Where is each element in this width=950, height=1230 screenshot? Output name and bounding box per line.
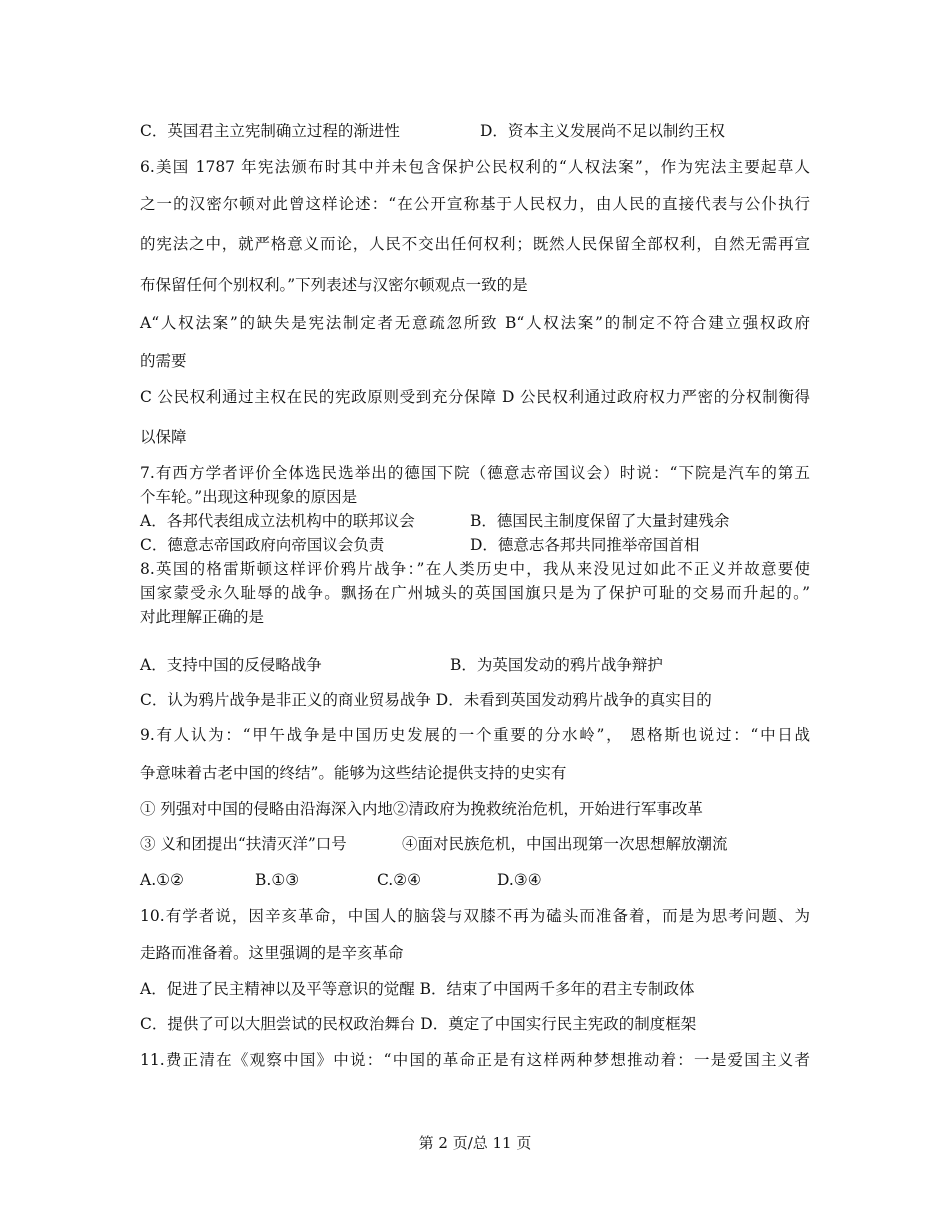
question-6-line-2: 之一的汉密尔顿对此曾这样论述：“在公开宣称基于人民权力，由人民的直接代表与公仆执行 [140, 195, 810, 213]
option-7c: C．德意志帝国政府向帝国议会负责 [140, 536, 385, 554]
statement-9-4: ④面对民族危机，中国出现第一次思想解放潮流 [402, 835, 728, 853]
option-9c: C.②④ [377, 871, 422, 889]
question-7-options-cd [140, 535, 810, 555]
option-8a: A．支持中国的反侵略战争 [140, 656, 322, 674]
option-8b: B．为英国发动的鸦片战争辩护 [450, 656, 663, 674]
option-7a: A．各邦代表组成立法机构中的联邦议会 [140, 512, 415, 530]
question-9-statement-34 [140, 834, 810, 854]
question-9-statement-12: ① 列强对中国的侵略由沿海深入内地②清政府为挽救统治危机，开始进行军事改革 [140, 800, 703, 818]
page-number-footer: 第 2 页/总 11 页 [418, 1134, 532, 1152]
question-10-options-ab: A．促进了民主精神以及平等意识的觉醒 B．结束了中国两千多年的君主专制政体 [140, 980, 695, 998]
option-5c: C．英国君主立宪制确立过程的渐进性 [140, 122, 400, 140]
question-9-line-1: 9.有人认为：“甲午战争是中国历史发展的一个重要的分水岭”， 恩格斯也说过：“中日战 [140, 726, 810, 744]
question-5-options-cd [140, 121, 810, 141]
question-6-options-cd-cont: 以保障 [140, 428, 187, 446]
option-9b: B.①③ [255, 871, 300, 889]
option-9d: D.③④ [497, 871, 542, 889]
question-8-options-ab [140, 655, 810, 675]
question-11-line-1: 11.费正清在《观察中国》中说：“中国的革命正是有这样两种梦想推动着：一是爱国主义者 [140, 1051, 810, 1069]
question-10-options-cd: C．提供了可以大胆尝试的民权政治舞台 D．奠定了中国实行民主宪政的制度框架 [140, 1015, 697, 1033]
question-6-line-3: 的宪法之中，就严格意义而论，人民不交出任何权利；既然人民保留全部权利，自然无需再宣 [140, 235, 810, 253]
question-8-line-1: 8.英国的格雷斯顿这样评价鸦片战争：”在人类历史中，我从来没见过如此不正义并故意要使 [140, 560, 810, 578]
option-9a: A.①② [140, 871, 184, 889]
question-6-line-4: 布保留任何个别权利。”下列表述与汉密尔顿观点一致的是 [140, 276, 528, 294]
question-6-options-ab-cont: 的需要 [140, 352, 187, 370]
question-7-options-ab [140, 511, 810, 531]
question-10-line-1: 10.有学者说，因辛亥革命，中国人的脑袋与双膝不再为磕头而准备着，而是为思考问题、为 [140, 907, 810, 925]
question-6-options-cd: C 公民权利通过主权在民的宪政原则受到充分保障 D 公民权利通过政府权力严密的分权制衡得 [140, 388, 810, 406]
statement-9-3: ③ 义和团提出“扶清灭洋”口号 [140, 835, 347, 853]
question-8-options-cd: C．认为鸦片战争是非正义的商业贸易战争 D．未看到英国发动鸦片战争的真实目的 [140, 691, 712, 709]
question-10-line-2: 走路而准备着。这里强调的是辛亥革命 [140, 944, 404, 962]
question-6-line-1: 6.美国 1787 年宪法颁布时其中并未包含保护公民权利的“人权法案”，作为宪法主要起草人 [140, 158, 810, 176]
question-7-line-1: 7.有西方学者评价全体选民选举出的德国下院（德意志帝国议会）时说：“下院是汽车的第五 [140, 464, 810, 482]
question-6-options-ab: A“人权法案”的缺失是宪法制定者无意疏忽所致 B“人权法案”的制定不符合建立强权政府 [140, 314, 810, 332]
question-8-line-2: 国家蒙受永久耻辱的战争。飘扬在广州城头的英国国旗只是为了保护可耻的交易而升起的。” [140, 584, 810, 602]
option-5d: D．资本主义发展尚不足以制约王权 [480, 122, 725, 140]
question-8-line-3: 对此理解正确的是 [140, 608, 265, 626]
option-7b: B．德国民主制度保留了大量封建残余 [470, 512, 730, 530]
question-7-line-2: 个车轮。”出现这种现象的原因是 [140, 488, 358, 506]
option-7d: D．德意志各邦共同推举帝国首相 [470, 536, 700, 554]
question-9-line-2: 争意味着古老中国的终结”。能够为这些结论提供支持的史实有 [140, 764, 567, 782]
